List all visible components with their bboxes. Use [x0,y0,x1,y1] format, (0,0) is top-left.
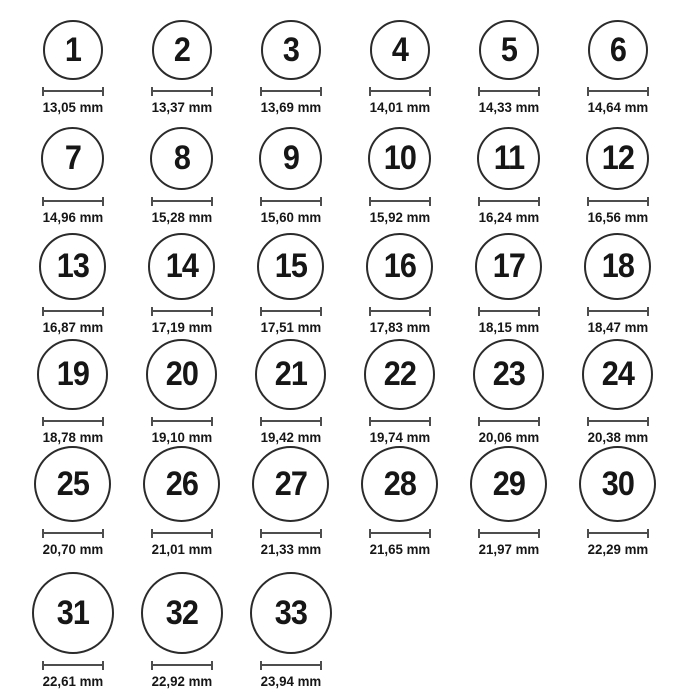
diameter-ruler [42,661,104,670]
ring-circle [584,233,651,300]
ring-circle [479,20,539,80]
diameter-label: 16,87 mm [42,318,103,335]
diameter-ruler [587,87,649,96]
ring-circle [473,339,544,410]
ring-size-number: 16 [383,247,416,286]
diameter-label: 18,78 mm [42,428,103,445]
ring-circle [364,339,435,410]
ring-circle [361,446,438,522]
ring-size-number: 7 [64,139,81,178]
ring-size-cell [127,226,236,336]
ring-circle [475,233,542,300]
diameter-ruler [369,87,431,96]
ring-size-cell [454,446,563,558]
diameter-ruler [151,661,213,670]
ring-circle [141,572,223,654]
diameter-label: 14,01 mm [369,98,430,115]
diameter-label: 17,83 mm [369,318,430,335]
ring-circle [152,20,212,80]
diameter-ruler [478,197,540,206]
ring-circle [37,339,108,410]
ring-size-number: 8 [173,139,190,178]
ring-size-cell [563,116,672,226]
ring-size-number: 30 [601,465,634,504]
ring-size-cell [127,336,236,446]
ring-size-number: 26 [165,465,198,504]
diameter-ruler [42,529,104,538]
ring-circle [41,127,104,190]
diameter-ruler [151,417,213,426]
ring-circle [39,233,106,300]
ring-size-number: 31 [56,593,89,632]
ring-size-number: 18 [601,247,634,286]
diameter-label: 22,92 mm [151,672,212,689]
diameter-label: 15,92 mm [369,208,430,225]
ring-size-cell [236,226,345,336]
diameter-ruler [42,197,104,206]
ring-size-number: 5 [500,30,517,69]
diameter-label: 21,33 mm [260,540,321,557]
diameter-label: 19,10 mm [151,428,212,445]
diameter-ruler [260,529,322,538]
diameter-label: 13,69 mm [260,98,321,115]
diameter-ruler [478,87,540,96]
ring-size-cell [563,6,672,116]
diameter-label: 20,06 mm [478,428,539,445]
diameter-label: 19,74 mm [369,428,430,445]
ring-size-number: 3 [282,30,299,69]
ring-circle [582,339,653,410]
ring-size-number: 10 [383,139,416,178]
diameter-label: 19,42 mm [260,428,321,445]
diameter-ruler [260,417,322,426]
ring-circle [477,127,540,190]
ring-size-cell [127,6,236,116]
ring-size-number: 22 [383,355,416,394]
ring-circle [579,446,656,522]
ring-size-cell [18,226,127,336]
ring-circle [370,20,430,80]
diameter-ruler [369,197,431,206]
ring-size-number: 32 [165,593,198,632]
ring-size-number: 20 [165,355,198,394]
diameter-label: 20,70 mm [42,540,103,557]
ring-size-number: 23 [492,355,525,394]
ring-circle [586,127,649,190]
ring-size-cell [127,446,236,558]
ring-circle [252,446,329,522]
ring-size-number: 4 [391,30,408,69]
ring-size-number: 2 [173,30,190,69]
ring-circle [250,572,332,654]
ring-circle [148,233,215,300]
diameter-label: 15,60 mm [260,208,321,225]
diameter-ruler [369,417,431,426]
ring-size-cell [345,446,454,558]
diameter-ruler [260,307,322,316]
ring-size-cell [236,336,345,446]
diameter-label: 16,24 mm [478,208,539,225]
diameter-label: 16,56 mm [587,208,648,225]
ring-size-cell [454,116,563,226]
diameter-ruler [587,307,649,316]
ring-size-number: 17 [492,247,525,286]
diameter-label: 14,96 mm [42,208,103,225]
diameter-label: 18,47 mm [587,318,648,335]
ring-circle [588,20,648,80]
ring-size-cell [345,6,454,116]
diameter-ruler [260,661,322,670]
ring-size-cell [454,226,563,336]
diameter-ruler [478,529,540,538]
ring-circle [366,233,433,300]
diameter-ruler [478,417,540,426]
diameter-label: 13,37 mm [151,98,212,115]
ring-size-number: 25 [56,465,89,504]
diameter-label: 13,05 mm [42,98,103,115]
ring-circle [34,446,111,522]
ring-size-number: 24 [601,355,634,394]
ring-size-cell [345,116,454,226]
ring-circle [32,572,114,654]
diameter-ruler [587,529,649,538]
ring-circle [261,20,321,80]
ring-size-cell [236,6,345,116]
diameter-ruler [42,417,104,426]
ring-size-cell [18,558,127,690]
ring-size-cell [345,336,454,446]
ring-size-cell [563,446,672,558]
ring-size-number: 28 [383,465,416,504]
ring-size-cell [18,116,127,226]
ring-size-cell [563,336,672,446]
diameter-ruler [587,417,649,426]
diameter-ruler [260,197,322,206]
ring-size-number: 13 [56,247,89,286]
ring-size-cell [236,446,345,558]
ring-size-number: 12 [601,139,634,178]
ring-size-number: 19 [56,355,89,394]
ring-size-number: 14 [165,247,198,286]
ring-size-cell [18,446,127,558]
diameter-label: 14,64 mm [587,98,648,115]
diameter-ruler [42,307,104,316]
diameter-label: 22,29 mm [587,540,648,557]
diameter-label: 15,28 mm [151,208,212,225]
diameter-ruler [151,87,213,96]
ring-size-cell [18,6,127,116]
ring-size-number: 21 [274,355,307,394]
diameter-ruler [478,307,540,316]
diameter-label: 21,97 mm [478,540,539,557]
ring-size-cell [454,336,563,446]
ring-size-number: 1 [64,30,81,69]
ring-size-cell [236,558,345,690]
diameter-ruler [587,197,649,206]
diameter-ruler [151,307,213,316]
ring-size-cell [236,116,345,226]
diameter-ruler [369,307,431,316]
ring-circle [368,127,431,190]
ring-size-cell [454,6,563,116]
diameter-label: 17,19 mm [151,318,212,335]
diameter-label: 18,15 mm [478,318,539,335]
diameter-label: 21,65 mm [369,540,430,557]
ring-circle [257,233,324,300]
ring-circle [255,339,326,410]
ring-size-cell [127,558,236,690]
ring-size-number: 6 [609,30,626,69]
ring-size-grid [18,6,700,690]
ring-size-number: 11 [493,139,524,178]
ring-circle [43,20,103,80]
ring-size-cell [345,226,454,336]
ring-size-cell [18,336,127,446]
ring-size-cell [127,116,236,226]
diameter-label: 17,51 mm [260,318,321,335]
ring-size-number: 15 [274,247,307,286]
diameter-ruler [42,87,104,96]
ring-size-number: 9 [282,139,299,178]
diameter-label: 23,94 mm [260,672,321,689]
diameter-ruler [151,197,213,206]
diameter-label: 22,61 mm [42,672,103,689]
ring-size-cell [563,226,672,336]
diameter-ruler [151,529,213,538]
diameter-label: 21,01 mm [151,540,212,557]
ring-circle [146,339,217,410]
diameter-label: 14,33 mm [478,98,539,115]
ring-size-number: 33 [274,593,307,632]
ring-circle [150,127,213,190]
ring-size-number: 27 [274,465,307,504]
diameter-ruler [369,529,431,538]
diameter-label: 20,38 mm [587,428,648,445]
ring-size-number: 29 [492,465,525,504]
ring-circle [470,446,547,522]
ring-circle [259,127,322,190]
diameter-ruler [260,87,322,96]
ring-circle [143,446,220,522]
